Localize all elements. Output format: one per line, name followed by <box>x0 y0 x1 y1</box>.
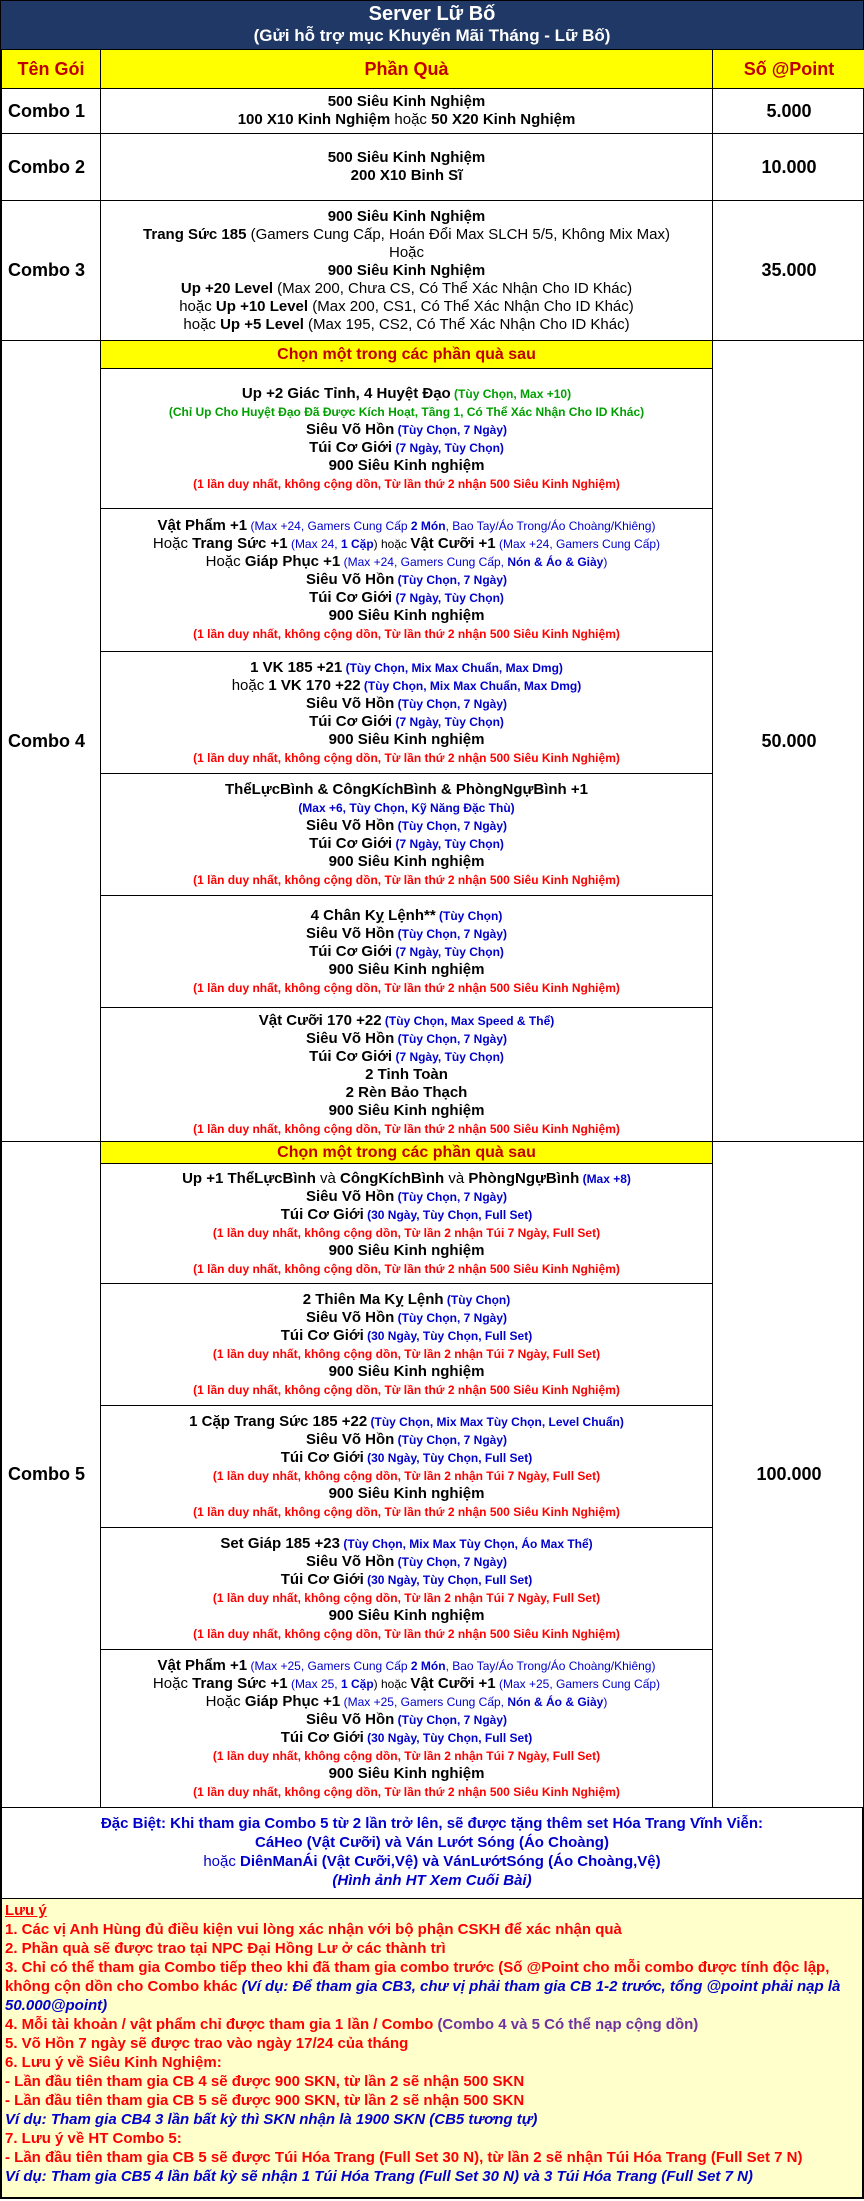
note-item: 5. Võ Hồn 7 ngày sẽ được trao vào ngày 17/24 của tháng <box>5 2035 409 2052</box>
note-item: Ví dụ: Tham gia CB4 3 lần bất kỳ thì SKN nhận là 1900 SKN (CB5 tương tự) <box>5 2111 538 2128</box>
reward-option: 1 VK 185 +21 (Tùy Chọn, Mix Max Chuẩn, Max Dmg) hoặc 1 VK 170 +22 (Tùy Chọn, Mix Max Chuẩn, Max Dmg) Siêu Võ Hồn (Tùy Chọn, 7 Ngày) Túi Cơ Giới (7 Ngày, Tùy Chọn) 900 Siêu Kinh nghiệm (1 lần duy nhất, không cộng dồn, Từ lần thứ 2 nhận 500 Siêu Kinh Nghiệm) <box>101 652 712 774</box>
note-item: - Lần đầu tiên tham gia CB 5 sẽ được 900 SKN, từ lần 2 sẽ nhận 500 SKN <box>5 2092 525 2109</box>
combo-row <box>2 89 864 134</box>
notes-title: Lưu ý <box>5 1902 47 1919</box>
special-line: hoặc DiênManÁi (Vật Cưỡi,Vệ) và VánLướtSóng (Áo Choàng,Vệ) <box>203 1853 661 1870</box>
special-line: CáHeo (Vật Cưỡi) và Ván Lướt Sóng (Áo Choàng) <box>255 1834 609 1851</box>
reward-line: Trang Sức 185 (Gamers Cung Cấp, Hoán Đổi Max SLCH 5/5, Không Mix Max) <box>143 225 670 243</box>
combo-rewards <box>101 134 713 201</box>
reward-line: 900 Siêu Kinh Nghiệm <box>327 207 486 225</box>
combo-table <box>1 49 864 1808</box>
note-item: 3. Chỉ có thể tham gia Combo tiếp theo khi đã tham gia combo trước (Số @Point cho mỗi combo được tính độc lập, không cộn dồn cho Combo khác (Ví dụ: Để tham gia CB3, chư vị phải tham gia CB 1-2 trước, tổng @point phải nạp là 50.000@point) <box>5 1959 841 2014</box>
reward-option: 2 Thiên Ma Kỵ Lệnh (Tùy Chọn) Siêu Võ Hồn (Tùy Chọn, 7 Ngày) Túi Cơ Giới (30 Ngày, Tùy Chọn, Full Set) (1 lần duy nhất, không cộng dồn, Từ lần 2 nhận Túi 7 Ngày, Full Set) 900 Siêu Kinh nghiệm (1 lần duy nhất, không cộng dồn, Từ lần thứ 2 nhận 500 Siêu Kinh Nghiệm) <box>101 1284 712 1406</box>
combo-rewards <box>101 201 713 341</box>
special-line: Đặc Biệt: Khi tham gia Combo 5 từ 2 lần trở lên, sẽ được tặng thêm set Hóa Trang Vĩnh Viễn: <box>100 1815 764 1832</box>
reward-line: 900 Siêu Kinh Nghiệm <box>327 261 486 279</box>
note-item: 4. Mỗi tài khoản / vật phẩm chỉ được tham gia 1 lần / Combo (Combo 4 và 5 Có thể nạp cộng dồn) <box>5 2016 699 2033</box>
combo-rewards <box>101 1142 713 1808</box>
special-bonus <box>1 1808 863 1898</box>
note-item: 1. Các vị Anh Hùng đủ điều kiện vui lòng xác nhận với bộ phận CSKH để xác nhận quà <box>5 1921 622 1938</box>
reward-line: Hoặc <box>388 243 425 261</box>
reward-line: Up +20 Level (Max 200, Chưa CS, Có Thể Xác Nhận Cho ID Khác) <box>180 279 633 297</box>
combo-name: Combo 4 <box>2 341 101 1142</box>
combo-points: 100.000 <box>713 1142 864 1808</box>
header-points: Số @Point <box>713 50 864 89</box>
reward-line: hoặc Up +10 Level (Max 200, CS1, Có Thể Xác Nhận Cho ID Khác) <box>179 297 634 315</box>
reward-option: 4 Chân Kỵ Lệnh** (Tùy Chọn) Siêu Võ Hồn (Tùy Chọn, 7 Ngày) Túi Cơ Giới (7 Ngày, Tùy Chọn) 900 Siêu Kinh nghiệm (1 lần duy nhất, không cộng dồn, Từ lần thứ 2 nhận 500 Siêu Kinh Nghiệm) <box>101 896 712 1008</box>
note-item: - Lần đầu tiên tham gia CB 4 sẽ được 900 SKN, từ lần 2 sẽ nhận 500 SKN <box>5 2073 525 2090</box>
combo-points: 5.000 <box>713 89 864 134</box>
table-header <box>2 50 864 89</box>
combo-row <box>2 1142 864 1808</box>
note-item: 2. Phần quà sẽ được trao tại NPC Đại Hồng Lư ở các thành trì <box>5 1940 446 1957</box>
combo-points: 50.000 <box>713 341 864 1142</box>
header-name: Tên Gói <box>2 50 101 89</box>
note-item: 7. Lưu ý về HT Combo 5: <box>5 2130 182 2147</box>
reward-option: ThểLựcBình & CôngKíchBình & PhòngNgựBình +1 (Max +6, Tùy Chọn, Kỹ Năng Đặc Thù) Siêu Võ Hồn (Tùy Chọn, 7 Ngày) Túi Cơ Giới (7 Ngày, Tùy Chọn) 900 Siêu Kinh nghiệm (1 lần duy nhất, không cộng dồn, Từ lần thứ 2 nhận 500 Siêu Kinh Nghiệm) <box>101 774 712 896</box>
combo-rewards <box>101 341 713 1142</box>
combo-row <box>2 134 864 201</box>
page-title: Server Lữ Bố <box>368 3 496 25</box>
reward-option: Up +1 ThểLựcBình và CôngKíchBình và PhòngNgựBình (Max +8) Siêu Võ Hồn (Tùy Chọn, 7 Ngày) Túi Cơ Giới (30 Ngày, Tùy Chọn, Full Set) (1 lần duy nhất, không cộng dồn, Từ lần 2 nhận Túi 7 Ngày, Full Set) 900 Siêu Kinh nghiệm (1 lần duy nhất, không cộng dồn, Từ lần thứ 2 nhận 500 Siêu Kinh Nghiệm) <box>101 1164 712 1284</box>
choose-one-banner: Chọn một trong các phần quà sau <box>101 341 712 369</box>
combo-name: Combo 5 <box>2 1142 101 1808</box>
header-rewards: Phần Quà <box>101 50 713 89</box>
combo-points: 35.000 <box>713 201 864 341</box>
notes-section <box>1 1898 863 2198</box>
combo-name: Combo 3 <box>2 201 101 341</box>
note-item: Ví dụ: Tham gia CB5 4 lần bất kỳ sẽ nhận 1 Túi Hóa Trang (Full Set 30 N) và 3 Túi Hóa Trang (Full Set 7 N) <box>5 2168 753 2185</box>
reward-line: 100 X10 Kinh Nghiệm hoặc 50 X20 Kinh Nghiệm <box>237 111 576 128</box>
choose-one-banner: Chọn một trong các phần quà sau <box>101 1142 712 1164</box>
combo-name: Combo 1 <box>2 89 101 134</box>
reward-option: Set Giáp 185 +23 (Tùy Chọn, Mix Max Tùy Chọn, Áo Max Thể) Siêu Võ Hồn (Tùy Chọn, 7 Ngày) Túi Cơ Giới (30 Ngày, Tùy Chọn, Full Set) (1 lần duy nhất, không cộng dồn, Từ lần 2 nhận Túi 7 Ngày, Full Set) 900 Siêu Kinh nghiệm (1 lần duy nhất, không cộng dồn, Từ lần thứ 2 nhận 500 Siêu Kinh Nghiệm) <box>101 1528 712 1650</box>
note-item: 6. Lưu ý về Siêu Kinh Nghiệm: <box>5 2054 222 2071</box>
note-item: - Lần đầu tiên tham gia CB 5 sẽ được Túi Hóa Trang (Full Set 30 N), từ lần 2 sẽ nhận Túi Hóa Trang (Full Set 7 N) <box>5 2149 803 2166</box>
reward-option: Vật Phẩm +1 (Max +24, Gamers Cung Cấp 2 Món, Bao Tay/Áo Trong/Áo Choàng/Khiêng) Hoặc Trang Sức +1 (Max 24, 1 Cặp) hoặc Vật Cưỡi +1 (Max +24, Gamers Cung Cấp) Hoặc Giáp Phục +1 (Max +24, Gamers Cung Cấp, Nón & Áo & Giày) Siêu Võ Hồn (Tùy Chọn, 7 Ngày) Túi Cơ Giới (7 Ngày, Tùy Chọn) 900 Siêu Kinh nghiệm (1 lần duy nhất, không cộng dồn, Từ lần thứ 2 nhận 500 Siêu Kinh Nghiệm) <box>101 509 712 652</box>
combo-name: Combo 2 <box>2 134 101 201</box>
combo-row <box>2 201 864 341</box>
reward-line: 200 X10 Binh Sĩ <box>350 167 463 184</box>
title-banner <box>1 1 863 49</box>
reward-option: Up +2 Giác Tỉnh, 4 Huyệt Đạo (Tùy Chọn, Max +10) (Chỉ Up Cho Huyệt Đạo Đã Được Kích Hoạt, Tầng 1, Có Thể Xác Nhận Cho ID Khác) Siêu Võ Hồn (Tùy Chọn, 7 Ngày) Túi Cơ Giới (7 Ngày, Tùy Chọn) 900 Siêu Kinh nghiệm (1 lần duy nhất, không cộng dồn, Từ lần thứ 2 nhận 500 Siêu Kinh Nghiệm) <box>101 369 712 509</box>
reward-option: 1 Cặp Trang Sức 185 +22 (Tùy Chọn, Mix Max Tùy Chọn, Level Chuẩn) Siêu Võ Hồn (Tùy Chọn, 7 Ngày) Túi Cơ Giới (30 Ngày, Tùy Chọn, Full Set) (1 lần duy nhất, không cộng dồn, Từ lần 2 nhận Túi 7 Ngày, Full Set) 900 Siêu Kinh nghiệm (1 lần duy nhất, không cộng dồn, Từ lần thứ 2 nhận 500 Siêu Kinh Nghiệm) <box>101 1406 712 1528</box>
combo-rewards <box>101 89 713 134</box>
combo-row <box>2 341 864 1142</box>
reward-option: Vật Cưỡi 170 +22 (Tùy Chọn, Max Speed & Thể) Siêu Võ Hồn (Tùy Chọn, 7 Ngày) Túi Cơ Giới (7 Ngày, Tùy Chọn) 2 Tinh Toàn 2 Rèn Bảo Thạch 900 Siêu Kinh nghiệm (1 lần duy nhất, không cộng dồn, Từ lần thứ 2 nhận 500 Siêu Kinh Nghiệm) <box>193 1011 620 1136</box>
page-subtitle: (Gửi hỗ trợ mục Khuyến Mãi Tháng - Lữ Bố) <box>253 26 611 45</box>
reward-line: 500 Siêu Kinh Nghiệm <box>327 149 486 166</box>
reward-line: 500 Siêu Kinh Nghiệm <box>327 93 486 110</box>
reward-option: Vật Phẩm +1 (Max +25, Gamers Cung Cấp 2 Món, Bao Tay/Áo Trong/Áo Choàng/Khiêng) Hoặc Trang Sức +1 (Max 25, 1 Cặp) hoặc Vật Cưỡi +1 (Max +25, Gamers Cung Cấp) Hoặc Giáp Phục +1 (Max +25, Gamers Cung Cấp, Nón & Áo & Giày) Siêu Võ Hồn (Tùy Chọn, 7 Ngày) Túi Cơ Giới (30 Ngày, Tùy Chọn, Full Set) (1 lần duy nhất, không cộng dồn, Từ lần 2 nhận Túi 7 Ngày, Full Set) 900 Siêu Kinh nghiệm (1 lần duy nhất, không cộng dồn, Từ lần thứ 2 nhận 500 Siêu Kinh Nghiệm) <box>152 1656 661 1799</box>
combo-points: 10.000 <box>713 134 864 201</box>
special-line: (Hình ảnh HT Xem Cuối Bài) <box>332 1872 532 1889</box>
reward-line: hoặc Up +5 Level (Max 195, CS2, Có Thể Xác Nhận Cho ID Khác) <box>183 315 630 333</box>
